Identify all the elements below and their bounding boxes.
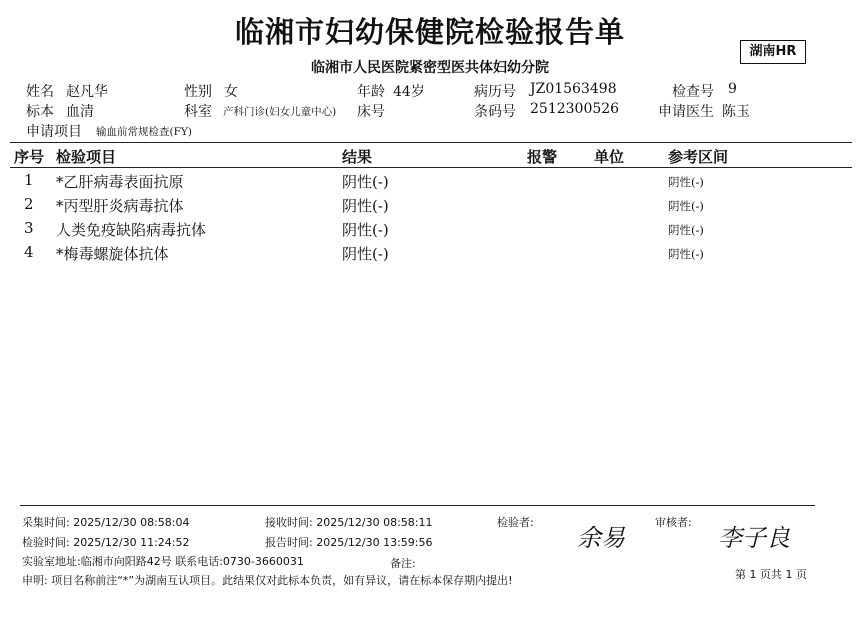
specimen-value: 血清 [66,104,94,120]
row-ref: 阴性(-) [668,175,704,189]
project-label: 申请项目 [26,124,82,140]
row-result: 阴性(-) [342,245,389,263]
row-no: 4 [24,243,34,261]
report-title: 临湘市妇幼保健院检验报告单 [234,15,625,49]
page-number: 第 1 页共 1 页 [735,568,807,581]
row-no: 2 [24,195,34,213]
row-no: 1 [24,171,34,189]
row-item: 人类免疫缺陷病毒抗体 [56,221,207,239]
row-result: 阴性(-) [342,197,389,215]
col-header-item: 检验项目 [56,148,117,166]
report-subtitle: 临湘市人民医院紧密型医共体妇幼分院 [311,60,549,76]
age-label: 年龄 [357,84,385,100]
barcode-value: 2512300526 [530,101,620,117]
hr-stamp: 湖南HR [740,40,806,64]
footer-rule [20,505,815,506]
record-label: 病历号 [474,84,516,100]
doctor-label: 申请医生 [658,104,714,120]
exam-number: 9 [728,81,737,97]
row-no: 3 [24,219,34,237]
sex-label: 性别 [184,84,212,100]
record-number: JZ01563498 [530,81,617,97]
row-result: 阴性(-) [342,173,389,191]
row-ref: 阴性(-) [668,199,704,213]
row-item: *梅毒螺旋体抗体 [56,245,169,263]
reviewer-signature: 李子良 [718,524,790,552]
row-result: 阴性(-) [342,221,389,239]
col-header-unit: 单位 [594,148,625,166]
lab-address: 实验室地址:临湘市向阳路42号 联系电话:0730-3660031 [22,555,304,568]
col-header-alert: 报警 [527,148,558,166]
row-ref: 阴性(-) [668,247,704,261]
bed-label: 床号 [357,104,385,120]
col-header-ref: 参考区间 [668,148,729,166]
report-time: 报告时间: 2025/12/30 13:59:56 [265,536,433,549]
dept-label: 科室 [184,104,212,120]
project-value: 输血前常规检查(FY) [96,126,192,138]
tester-signature: 余易 [577,524,625,552]
patient-age: 44岁 [393,84,425,100]
row-item: *乙肝病毒表面抗原 [56,173,184,191]
row-ref: 阴性(-) [668,223,704,237]
dept-value: 产科门诊(妇女儿童中心) [223,106,337,118]
patient-sex: 女 [224,84,238,100]
table-header-rule [10,167,852,168]
specimen-label: 标本 [26,104,54,120]
reviewer-label: 审核者: [655,516,692,529]
remark-label: 备注: [390,557,416,570]
table-top-rule [10,142,852,143]
patient-name: 赵凡华 [66,84,108,100]
receive-time: 接收时间: 2025/12/30 08:58:11 [265,516,433,529]
col-header-no: 序号 [14,148,45,166]
doctor-name: 陈玉 [722,104,750,120]
row-item: *丙型肝炎病毒抗体 [56,197,184,215]
test-time: 检验时间: 2025/12/30 11:24:52 [22,536,190,549]
name-label: 姓名 [26,84,54,100]
collect-time: 采集时间: 2025/12/30 08:58:04 [22,516,190,529]
col-header-result: 结果 [342,148,373,166]
exam-no-label: 检查号 [672,84,714,100]
statement: 申明: 项目名称前注“*”为湖南互认项目。此结果仅对此标本负责，如有异议，请在标本保存期内提出! [22,574,513,587]
tester-label: 检验者: [497,516,534,529]
barcode-label: 条码号 [474,104,516,120]
